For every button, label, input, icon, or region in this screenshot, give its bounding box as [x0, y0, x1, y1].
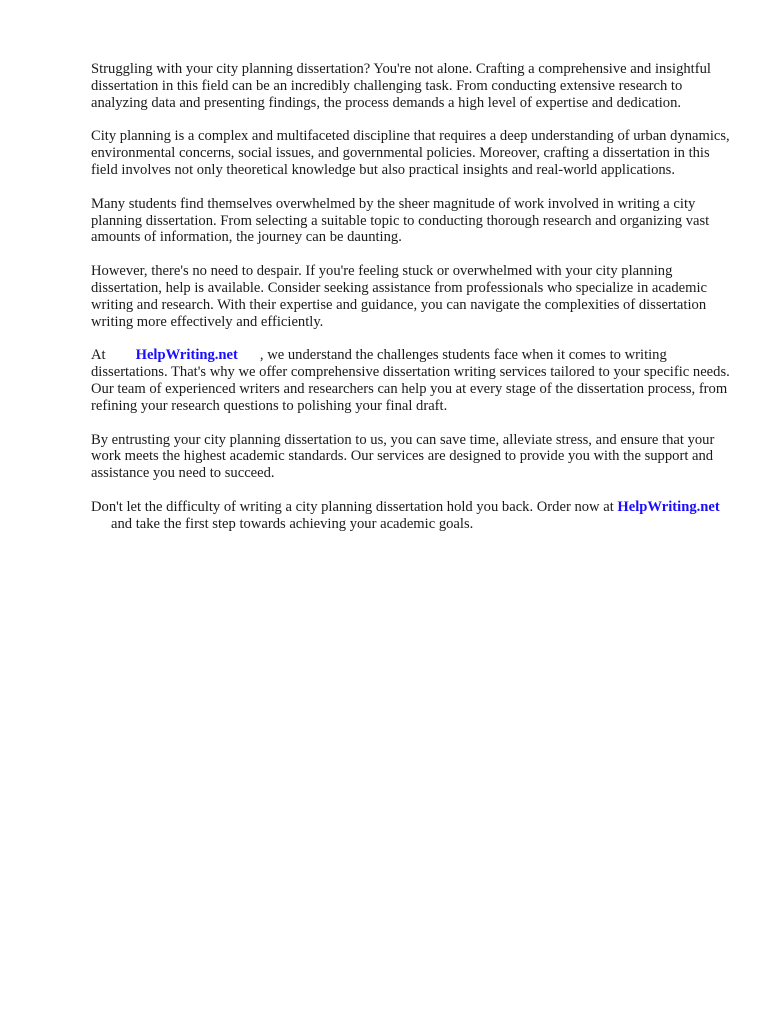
paragraph-services [91, 347, 731, 414]
services-prefix-text: At [91, 347, 106, 364]
helpwriting-link-order[interactable]: HelpWriting.net [617, 498, 720, 515]
paragraph-intro: Struggling with your city planning dissertation? You're not alone. Crafting a comprehensive and insightful dissertation in this field can be an incredibly challenging task. From conducting extensive research to analyzing data and presenting findings, the process demands a high level of expertise and dedication. [91, 61, 711, 111]
services-body-text: , we understand the challenges students face when it comes to writing dissertations. That's why we offer comprehensive dissertation writing services tailored to your specific needs. Our team of experienced writers and researchers can help you at every stage of the dissertation process, from refining your research questions to polishing your final draft. [91, 347, 730, 414]
helpwriting-link-services[interactable]: HelpWriting.net [135, 347, 238, 364]
paragraph-entrusting: By entrusting your city planning dissertation to us, you can save time, alleviate stress, and ensure that your work meets the highest academic standards. Our services are designed to provide you with the support and assistance you need to succeed. [91, 431, 715, 482]
cta-prefix-text: Don't let the difficulty of writing a city planning dissertation hold you back. Order now at [91, 498, 614, 515]
paragraph-help-available: However, there's no need to despair. If you're feeling stuck or overwhelmed with your city planning dissertation, help is available. Consider seeking assistance from professionals who specialize in academic writing and research. With their expertise and guidance, you can navigate the complexities of dissertation writing more effectively and efficiently. [91, 263, 707, 330]
paragraph-discipline: City planning is a complex and multifaceted discipline that requires a deep understanding of urban dynamics, environmental concerns, social issues, and governmental policies. Moreover, crafting a dissertation in this field involves not only theoretical knowledge but also practical insights and real-world applications. [91, 128, 730, 178]
paragraph-overwhelmed: Many students find themselves overwhelmed by the sheer magnitude of work involved in writing a city planning dissertation. From selecting a suitable topic to conducting thorough research and organizing vast amounts of information, the journey can be daunting. [91, 195, 710, 246]
paragraph-call-to-action [91, 499, 731, 533]
cta-body-text: and take the first step towards achieving your academic goals. [111, 515, 474, 532]
document-page [91, 61, 731, 550]
